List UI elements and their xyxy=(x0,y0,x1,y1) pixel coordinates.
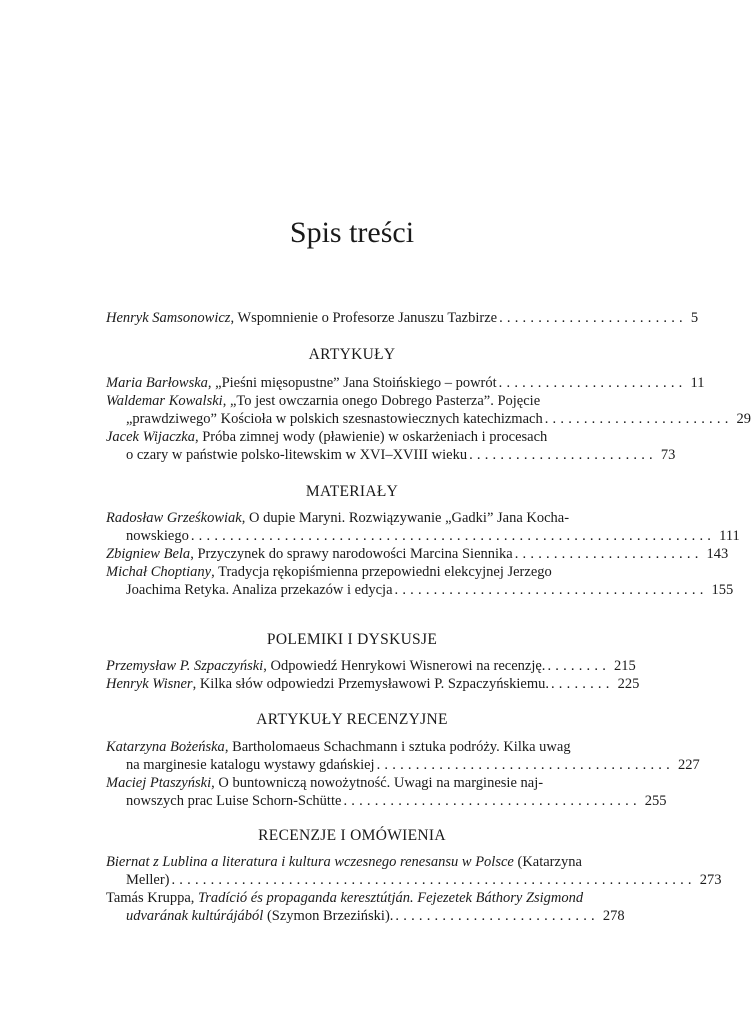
entry-page: 278 xyxy=(602,908,625,924)
entry-page: 29 xyxy=(736,411,751,427)
toc-entry-continuation: nowskiego ................................................................... 111 xyxy=(126,528,740,544)
toc-entry: Henryk Wisner, Kilka słów odpowiedzi Przemysławowi P. Szpaczyńskiemu. ........ 225 xyxy=(106,676,640,692)
toc-entry: Maciej Ptaszyński, O buntowniczą nowożytność. Uwagi na marginesie naj- xyxy=(106,775,544,791)
entry-page: 11 xyxy=(690,375,705,391)
section-heading-artykuly: ARTYKUŁY xyxy=(308,346,396,363)
entry-author: Katarzyna Bożeńska xyxy=(106,739,225,755)
toc-entry: Jacek Wijaczka, Próba zimnej wody (pławienie) w oskarżeniach i procesach xyxy=(106,429,548,445)
leader-dots: ........................ xyxy=(498,375,687,391)
toc-entry-continuation: na marginesie katalogu wystawy gdańskiej ...................................... 227 xyxy=(126,757,700,773)
entry-author: Henryk Samsonowicz xyxy=(106,310,231,326)
entry-author: Maria Barłowska xyxy=(106,375,208,391)
section-heading-materialy: MATERIAŁY xyxy=(305,483,399,500)
toc-entry-intro xyxy=(106,308,699,328)
toc-entry-continuation: Joachima Retyka. Analiza przekazów i edycja ........................................ 155 xyxy=(126,582,734,598)
entry-page: 227 xyxy=(677,757,700,773)
leader-dots: ........ xyxy=(550,676,614,692)
entry-author: Radosław Grześkowiak xyxy=(106,510,242,526)
entry-title-italic: Tradíció és propaganda keresztútján. Fejezetek Báthory Zsigmond xyxy=(198,890,584,906)
toc-entry: Zbigniew Bela, Przyczynek do sprawy narodowości Marcina Siennika ........................ 143 xyxy=(106,546,729,562)
entry-page: 111 xyxy=(719,528,740,544)
leader-dots: ........................ xyxy=(469,447,657,463)
section-heading-artykuly-recenzyjne: ARTYKUŁY RECENZYJNE xyxy=(256,711,448,728)
toc-entry-continuation: o czary w państwie polsko-litewskim w XVI–XVIII wieku ........................ 73 xyxy=(126,447,676,463)
entry-title-italic: Biernat z Lublina a literatura i kultura wczesnego renesansu w Polsce xyxy=(106,854,514,870)
entry-page: 5 xyxy=(690,310,699,326)
leader-dots: ........................ xyxy=(514,546,703,562)
leader-dots: ................................................................... xyxy=(190,528,716,544)
toc-entry: Maria Barłowska, „Pieśni mięsopustne” Jana Stoińskiego – powrót ........................ 11 xyxy=(106,375,705,391)
toc-entry: Biernat z Lublina a literatura i kultura wczesnego renesansu w Polsce (Katarzyna xyxy=(106,854,582,870)
entry-author: Przemysław P. Szpaczyński xyxy=(106,658,264,674)
toc-entry: Katarzyna Bożeńska, Bartholomaeus Schachmann i sztuka podróży. Kilka uwag xyxy=(106,739,571,755)
leader-dots: ........................................ xyxy=(394,582,708,598)
leader-dots: ........ xyxy=(547,658,611,674)
toc-entry: Radosław Grześkowiak, O dupie Maryni. Rozwiązywanie „Gadki” Jana Kocha- xyxy=(106,510,570,526)
entry-page: 155 xyxy=(711,582,734,598)
entry-author: Maciej Ptaszyński xyxy=(106,775,212,791)
entry-page: 73 xyxy=(660,447,676,463)
entry-page: 273 xyxy=(699,872,722,888)
section-heading-polemiki: POLEMIKI I DYSKUSJE xyxy=(266,631,438,648)
leader-dots: ...................................... xyxy=(343,793,641,809)
entry-page: 255 xyxy=(644,793,667,809)
toc-entry: Przemysław P. Szpaczyński, Odpowiedź Henrykowi Wisnerowi na recenzję. ........ 215 xyxy=(106,658,636,674)
entry-page: 225 xyxy=(617,676,640,692)
toc-entry: Waldemar Kowalski, „To jest owczarnia onego Dobrego Pasterza”. Pojęcie xyxy=(106,393,541,409)
entry-author: Henryk Wisner xyxy=(106,676,193,692)
toc-entry-continuation: „prawdziwego” Kościoła w polskich szesnastowiecznych katechizmach ........................ 29 xyxy=(126,411,751,427)
entry-author: Michał Choptiany xyxy=(106,564,212,580)
entry-page: 143 xyxy=(706,546,729,562)
leader-dots: ........................ xyxy=(499,310,687,326)
entry-author: Jacek Wijaczka xyxy=(106,429,195,445)
entry-page: 215 xyxy=(614,658,636,674)
toc-entry-continuation: Meller) ................................................................... 273 xyxy=(126,872,722,888)
leader-dots: ................................................................... xyxy=(171,872,696,888)
toc-entry: Tamás Kruppa, Tradíció és propaganda keresztútján. Fejezetek Báthory Zsigmond xyxy=(106,890,584,906)
section-heading-recenzje: RECENZJE I OMÓWIENIA xyxy=(258,827,446,844)
toc-entry: Michał Choptiany, Tradycja rękopiśmienna przepowiedni elekcyjnej Jerzego xyxy=(106,564,552,580)
toc-entry-continuation: nowszych prac Luise Schorn-Schütte ...................................... 255 xyxy=(126,793,667,809)
entry-author: Zbigniew Bela xyxy=(106,546,191,562)
page-title: Spis treści xyxy=(289,216,415,250)
entry-author: Waldemar Kowalski xyxy=(106,393,223,409)
leader-dots: ........................ xyxy=(544,411,733,427)
entry-title: , Wspomnienie o Profesorze Januszu Tazbirze xyxy=(230,310,498,326)
leader-dots: .......................... xyxy=(395,908,599,924)
leader-dots: ...................................... xyxy=(376,757,674,773)
toc-entry-continuation: udvarának kultúrájából (Szymon Brzeziński). .......................... 278 xyxy=(126,908,625,924)
